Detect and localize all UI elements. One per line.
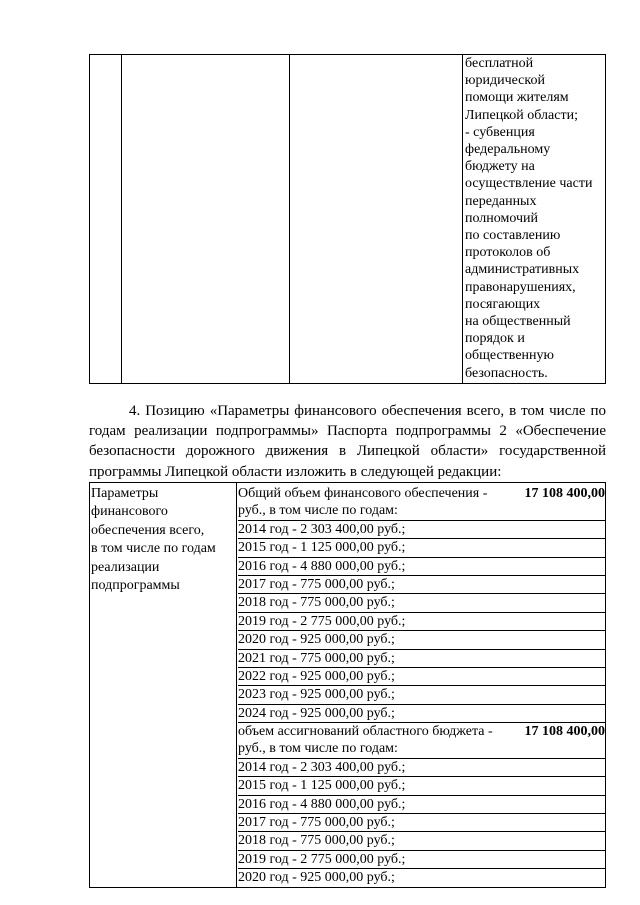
regional-year-line: 2017 год - 775 000,00 руб.;	[238, 814, 605, 832]
cell-line: безопасность.	[465, 365, 548, 381]
cell-line: бюджету на	[465, 159, 535, 175]
cell-line: осуществление части	[465, 176, 593, 192]
cell-line: посягающих	[465, 296, 541, 312]
subsidy-description-cell	[463, 55, 606, 384]
label-line: обеспечения всего,	[91, 522, 205, 538]
cell-line: бесплатной	[465, 56, 534, 71]
regional-year-line: 2019 год - 2 775 000,00 руб.;	[238, 851, 605, 869]
financial-parameters-table	[89, 482, 606, 888]
cell-line: переданных	[465, 193, 537, 209]
year-funding-line: 2021 год - 775 000,00 руб.;	[238, 650, 605, 668]
cell-line: полномочий	[465, 210, 539, 226]
label-line: в том числе по годам	[91, 541, 216, 557]
cell-line: правонарушениях,	[465, 279, 576, 295]
cell-line: Липецкой области;	[465, 107, 578, 123]
regional-year-line: 2016 год - 4 880 000,00 руб.;	[238, 796, 605, 814]
cell-line: протоколов об	[465, 245, 551, 261]
label-line: Параметры	[91, 486, 159, 501]
cell-line: помощи жителям	[465, 90, 569, 106]
regional-budget-amount: 17 108 400,00	[524, 724, 605, 740]
top-table	[89, 54, 606, 384]
empty-cell-name	[122, 55, 290, 384]
year-funding-line: 2020 год - 925 000,00 руб.;	[238, 631, 605, 649]
year-funding-line: 2017 год - 775 000,00 руб.;	[238, 576, 605, 594]
year-funding-line: 2019 год - 2 775 000,00 руб.;	[238, 613, 605, 631]
total-funding-amount: 17 108 400,00	[524, 486, 605, 501]
cell-line: юридической	[465, 73, 545, 89]
paragraph-line: безопасности дорожного движения в Липецкой области» государственной	[89, 443, 606, 460]
parameters-label-cell	[90, 483, 237, 888]
paragraph-line: годам реализации подпрограммы» Паспорта подпрограммы 2 «Обеспечение	[89, 423, 606, 440]
cell-line: на общественный	[465, 314, 571, 330]
amendment-paragraph	[89, 401, 606, 482]
paragraph-line: 4. Позицию «Параметры финансового обеспечения всего, в том числе по	[129, 403, 606, 419]
total-funding-line	[238, 485, 605, 502]
year-funding-line: 2014 год - 2 303 400,00 руб.;	[238, 521, 605, 539]
cell-line: по составлению	[465, 228, 561, 244]
label-line: реализации	[91, 559, 160, 575]
empty-cell-executor	[290, 55, 463, 384]
parameters-value-cell	[237, 483, 606, 888]
regional-year-line: 2014 год - 2 303 400,00 руб.;	[238, 759, 605, 777]
regional-year-line: 2020 год - 925 000,00 руб.;	[238, 870, 395, 886]
regional-year-line: 2018 год - 775 000,00 руб.;	[238, 832, 605, 850]
regional-budget-suffix: руб., в том числе по годам:	[238, 740, 605, 758]
regional-budget-line	[238, 723, 605, 740]
empty-cell-number	[90, 55, 122, 384]
cell-line: - субвенция	[465, 124, 535, 140]
year-funding-line: 2015 год - 1 125 000,00 руб.;	[238, 539, 605, 557]
total-funding-label: Общий объем финансового обеспечения -	[238, 486, 488, 501]
regional-year-line: 2015 год - 1 125 000,00 руб.;	[238, 777, 605, 795]
paragraph-line: программы Липецкой области изложить в следующей редакции:	[89, 463, 502, 480]
year-funding-line: 2023 год - 925 000,00 руб.;	[238, 686, 605, 704]
year-funding-line: 2016 год - 4 880 000,00 руб.;	[238, 558, 605, 576]
year-funding-line: 2018 год - 775 000,00 руб.;	[238, 594, 605, 612]
cell-line: федеральному	[465, 142, 551, 158]
cell-line: порядок и	[465, 331, 525, 347]
year-funding-line: 2022 год - 925 000,00 руб.;	[238, 668, 605, 686]
label-line: подпрограммы	[91, 578, 180, 594]
regional-budget-label: объем ассигнований областного бюджета -	[238, 724, 493, 740]
cell-line: общественную	[465, 348, 554, 364]
label-line: финансового	[91, 504, 168, 520]
total-funding-suffix: руб., в том числе по годам:	[238, 502, 605, 520]
cell-line: административных	[465, 262, 580, 278]
year-funding-line: 2024 год - 925 000,00 руб.;	[238, 705, 605, 723]
